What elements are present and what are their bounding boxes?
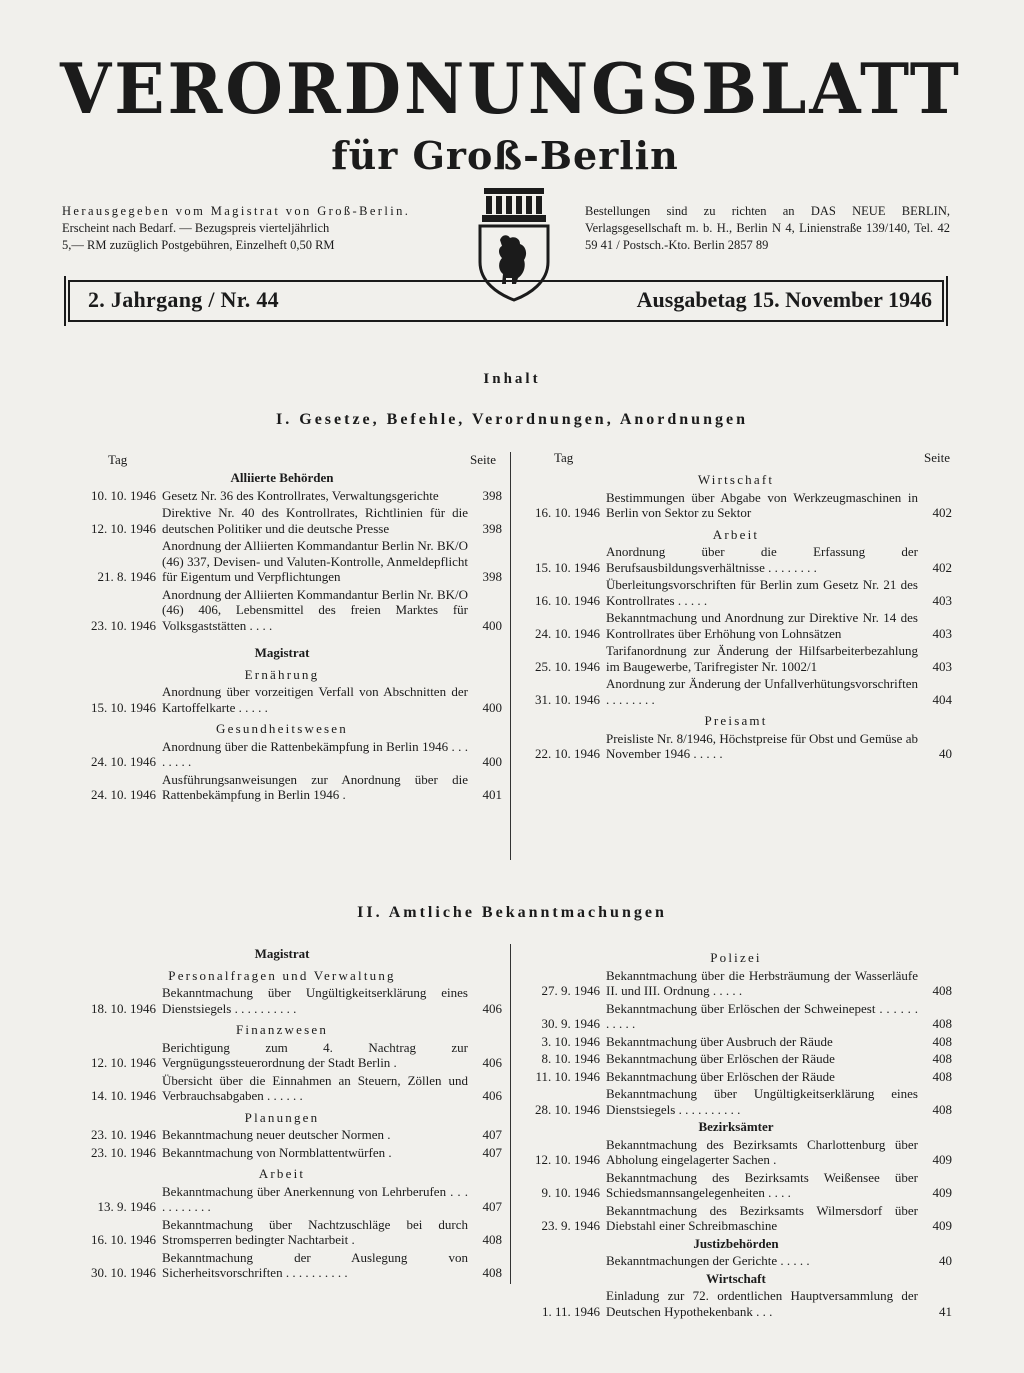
toc-entry [62,538,502,585]
toc-column [62,944,502,1283]
entry-page: 403 [932,625,952,641]
entry-page: 403 [932,592,952,608]
toc-entry [520,1203,952,1234]
entry-date: 11. 10. 1946 [535,1068,600,1084]
entry-date: 24. 10. 1946 [535,625,600,641]
entry-page: 398 [482,569,502,584]
section-heading: I. Gesetze, Befehle, Verordnungen, Anordnungen [276,411,748,428]
entry-page: 402 [932,505,952,520]
toc-entry [520,1069,952,1085]
toc-entry [62,1127,502,1143]
topic-heading: Planungen [244,1109,320,1125]
toc-entry [520,1253,952,1269]
topic-heading: Ernährung [244,666,320,682]
entry-title: Bekanntmachung von Normblattentwürfen . [162,1144,392,1160]
toc-entry [62,1250,502,1281]
entry-date: 30. 10. 1946 [91,1265,156,1280]
entry-date: 8. 10. 1946 [541,1051,600,1066]
entry-title: Anordnung zur Änderung der Unfallverhütungsvorschriften . . . . . . . . [606,676,918,707]
entry-page: 406 [482,1055,502,1070]
publisher-line: 5,— RM zuzüglich Postgebühren, Einzelheft 0,50 RM [62,238,335,252]
entry-title: Bekanntmachung über Nachtzuschläge bei durch Stromsperren bedingter Nachtarbeit . [162,1216,468,1247]
entry-page: 406 [482,1000,502,1016]
column-header [520,450,952,466]
entry-page: 40 [939,746,952,761]
section-heading: II. Amtliche Bekanntmachungen [357,904,667,921]
entry-page: 407 [482,1144,502,1160]
entry-title: Anordnung über die Rattenbekämpfung in Berlin 1946 . . . . . . . . [162,738,468,769]
entry-title: Anordnung der Alliierten Kommandantur Berlin Nr. BK/O (46) 406, Lebensmittel des freien Marktes für Volksgaststätten . . . . [162,586,468,633]
topic-heading: Polizei [710,950,762,965]
toc-entry [520,968,952,999]
entry-date: 16. 10. 1946 [91,1232,156,1247]
entry-page: 408 [932,1033,952,1049]
entry-page: 408 [932,1051,952,1066]
entry-title: Übersicht über die Einnahmen an Steuern, Zöllen und Verbrauchsabgaben . . . . . . [162,1072,468,1103]
toc-entry [520,1170,952,1201]
entry-title: Bekanntmachung über Anerkennung von Lehrberufen . . . . . . . . . . . [162,1183,468,1214]
entry-page: 409 [932,1185,952,1200]
entry-title: Bekanntmachung des Bezirksamts Weißensee über Schiedsmannsangelegenheiten . . . . [606,1169,918,1200]
entry-title: Direktive Nr. 40 des Kontrollrates, Richtlinien für die deutschen Politiker und die deutsche Presse [162,505,468,536]
entry-date: 12. 10. 1946 [91,520,156,536]
entry-page: 408 [932,1068,952,1084]
entry-title: Bekanntmachung und Anordnung zur Direktive Nr. 14 des Kontrollrates über Erhöhung von Lohnsätzen [606,610,918,641]
entry-date: 15. 10. 1946 [91,699,156,715]
entry-page: 402 [932,559,952,575]
publisher-line: Herausgegeben vom Magistrat von Groß-Berlin. [62,204,411,218]
toc-entry [520,1001,952,1032]
entry-title: Berichtigung zum 4. Nachtrag zur Vergnügungssteuerordnung der Stadt Berlin . [162,1039,468,1070]
column-header-seite: Seite [470,452,496,467]
topic-heading: Finanzwesen [235,1022,329,1037]
entry-page: 398 [482,520,502,536]
entry-title: Bekanntmachung des Bezirksamts Wilmersdorf über Diebstahl einer Schreibmaschine [606,1202,918,1233]
toc-entry [520,643,952,674]
entry-page: 407 [482,1199,502,1214]
column-header-seite: Seite [924,450,950,465]
toc-entry [520,676,952,707]
entry-date: 24. 10. 1946 [91,754,156,769]
entry-date: 23. 9. 1946 [541,1218,600,1233]
toc-entry [62,772,502,803]
toc-entry [62,739,502,770]
toc-column [520,450,952,764]
entry-page: 409 [932,1218,952,1233]
order-info: Bestellungen sind zu richten an DAS NEUE BERLIN, Verlagsgesellschaft m. b. H., Berlin N 4, Linienstraße 139/140, Tel. 42 59 41 / Postsch.-Kto. Berlin 2857 89 [585,204,950,252]
entry-date: 30. 9. 1946 [541,1016,600,1031]
publisher-line: Erscheint nach Bedarf. — Bezugspreis vierteljährlich [62,221,330,235]
authority-heading: Wirtschaft [706,1270,766,1286]
topic-heading: Wirtschaft [697,472,775,487]
entry-page: 41 [939,1303,952,1319]
entry-date: 23. 10. 1946 [91,1127,156,1142]
entry-date: 16. 10. 1946 [535,592,600,608]
entry-date: 27. 9. 1946 [541,983,600,998]
topic-heading: Preisamt [704,713,768,728]
toc-entry [520,610,952,641]
entry-date: 12. 10. 1946 [535,1152,600,1167]
entry-date: 25. 10. 1946 [535,658,600,674]
entry-title: Bekanntmachung neuer deutscher Normen . [162,1127,391,1142]
entry-title: Bekanntmachung über die Herbsträumung der Wasserläufe II. und III. Ordnung . . . . . [606,967,918,998]
entry-title: Tarifanordnung zur Änderung der Hilfsarbeiterbezahlung im Baugewerbe, Tarifregister Nr. 1002/1 [606,643,918,674]
column-divider [510,944,511,1284]
entry-title: Bekanntmachung über Erlöschen der Räude [606,1051,835,1066]
issue-date: Ausgabetag 15. November 1946 [636,287,932,312]
authority-heading: Justizbehörden [693,1235,779,1251]
toc-entry [62,587,502,634]
topic-heading: Arbeit [712,526,760,542]
toc-entry [62,1145,502,1161]
entry-page: 403 [932,658,952,674]
publisher-info [62,203,447,254]
toc-entry [520,1288,952,1319]
entry-title: Bekanntmachungen der Gerichte . . . . . [606,1253,810,1268]
toc-entry [62,1040,502,1071]
masthead-title: VERORDNUNGSBLATT [60,48,962,130]
toc-entry [520,490,952,521]
entry-title: Bekanntmachung des Bezirksamts Charlottenburg über Abholung eingelagerter Sachen . [606,1136,918,1167]
entry-title: Ausführungsanweisungen zur Anordnung über die Rattenbekämpfung in Berlin 1946 . [162,771,468,802]
toc-entry [62,1073,502,1104]
entry-date: 3. 10. 1946 [541,1033,600,1049]
column-header [62,452,502,468]
entry-date: 24. 10. 1946 [91,787,156,802]
entry-title: Bekanntmachung über Ungültigkeitserklärung eines Dienstsiegels . . . . . . . . . . [162,985,468,1016]
issue-number: 2. Jahrgang / Nr. 44 [88,287,279,312]
entry-date: 23. 10. 1946 [91,617,156,633]
masthead [60,48,962,178]
topic-heading: Gesundheitswesen [216,721,348,736]
entry-date: 12. 10. 1946 [91,1055,156,1070]
toc-entry [62,488,502,504]
column-header-tag: Tag [108,452,128,467]
entry-page: 408 [482,1265,502,1280]
entry-title: Anordnung der Alliierten Kommandantur Berlin Nr. BK/O (46) 337, Devisen- und Valuten-Kontrolle, Anmeldepflicht für Eigentum und Verpflichtungen [162,538,468,584]
issue-bar [68,280,944,322]
entry-page: 408 [932,983,952,998]
entry-page: 406 [482,1088,502,1103]
entry-page: 407 [482,1127,502,1142]
toc-entry [520,1137,952,1168]
entry-date: 16. 10. 1946 [535,505,600,520]
column-header-tag: Tag [554,450,574,465]
entry-title: Bekanntmachung über Ausbruch der Räude [606,1033,833,1049]
authority-heading: Magistrat [254,946,310,961]
entry-page: 408 [482,1232,502,1247]
toc-title: Inhalt [483,371,541,387]
masthead-subtitle: für Groß-Berlin [331,133,679,178]
entry-page: 398 [482,487,502,503]
entry-page: 401 [482,787,502,802]
column-divider [510,452,511,860]
entry-date: 18. 10. 1946 [91,1000,156,1016]
entry-date: 21. 8. 1946 [97,569,156,584]
entry-title: Überleitungsvorschriften für Berlin zum Gesetz Nr. 21 des Kontrollrates . . . . . [606,577,918,608]
entry-date: 9. 10. 1946 [541,1185,600,1200]
entry-date: 31. 10. 1946 [535,691,600,707]
spacer [62,635,502,643]
entry-title: Bekanntmachung über Erlöschen der Räude [606,1068,835,1084]
authority-heading: Bezirksämter [698,1119,774,1134]
topic-heading: Personalfragen und Verwaltung [168,967,396,983]
entry-title: Bekanntmachung über Ungültigkeitserklärung eines Dienstsiegels . . . . . . . . . . [606,1086,918,1117]
toc-entry [62,505,502,536]
entry-title: Preisliste Nr. 8/1946, Höchstpreise für Obst und Gemüse ab November 1946 . . . . . [606,730,918,761]
entry-page: 404 [932,691,952,707]
toc-entry [520,1051,952,1067]
entry-date: 1. 11. 1946 [541,1303,600,1319]
entry-date: 23. 10. 1946 [91,1144,156,1160]
entry-title: Gesetz Nr. 36 des Kontrollrates, Verwaltungsgerichte [162,487,439,503]
toc-entry [62,985,502,1016]
toc-entry [520,1086,952,1117]
toc-entry [62,1184,502,1215]
entry-title: Bekanntmachung der Auslegung von Sicherheitsvorschriften . . . . . . . . . . [162,1249,468,1280]
toc-entry [520,731,952,762]
entry-page: 408 [932,1101,952,1117]
toc-entry [62,1217,502,1248]
entry-page: 409 [932,1152,952,1167]
entry-page: 408 [932,1016,952,1031]
toc-column [62,452,502,805]
entry-title: Anordnung über die Erfassung der Berufsausbildungsverhältnisse . . . . . . . . [606,544,918,575]
entry-title: Einladung zur 72. ordentlichen Hauptversammlung der Deutschen Hypothekenbank . . . [606,1288,918,1319]
authority-heading: Magistrat [254,645,310,660]
entry-page: 40 [939,1253,952,1268]
entry-page: 400 [482,699,502,715]
entry-title: Bestimmungen über Abgabe von Werkzeugmaschinen in Berlin von Sektor zu Sektor [606,489,918,520]
entry-date: 22. 10. 1946 [535,746,600,761]
toc-column [520,944,952,1321]
entry-date: 10. 10. 1946 [91,487,156,503]
entry-title: Anordnung über vorzeitigen Verfall von Abschnitten der Kartoffelkarte . . . . . [162,684,468,715]
entry-title: Bekanntmachung über Erlöschen der Schweinepest . . . . . . . . . . . [606,1000,918,1031]
entry-date: 28. 10. 1946 [535,1101,600,1117]
toc-entry [520,577,952,608]
toc-entry [520,544,952,575]
entry-page: 400 [482,617,502,633]
entry-page: 400 [482,754,502,769]
toc-entry [520,1034,952,1050]
topic-heading: Arbeit [258,1166,306,1181]
toc-entry [62,684,502,715]
entry-date: 15. 10. 1946 [535,559,600,575]
entry-date: 13. 9. 1946 [97,1199,156,1214]
authority-heading: Alliierte Behörden [230,470,334,485]
entry-date: 14. 10. 1946 [91,1088,156,1103]
